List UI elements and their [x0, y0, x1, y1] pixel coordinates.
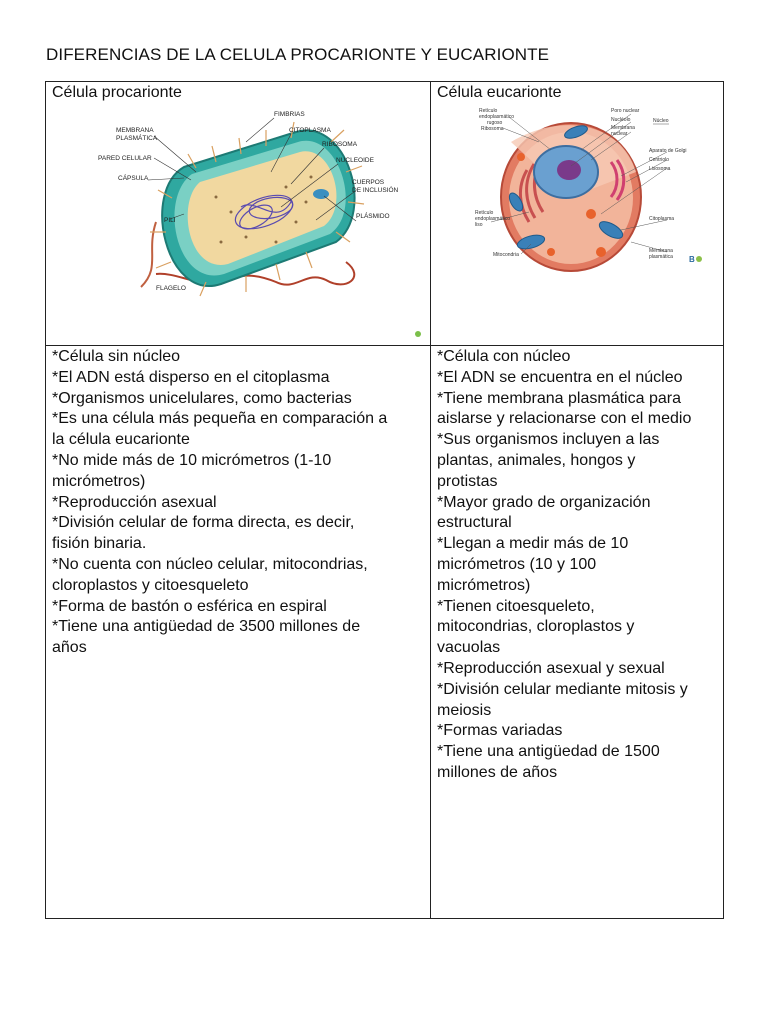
comparison-table	[45, 81, 724, 919]
characteristic-line: *Tiene membrana plasmática para	[437, 389, 681, 407]
label-ret-liso-2: endoplasmático	[475, 216, 511, 222]
characteristic-line: aislarse y relacionarse con el medio	[437, 410, 692, 428]
eukaryote-header: Célula eucarionte	[437, 84, 562, 101]
characteristic-line: protistas	[437, 472, 498, 490]
characteristic-line: *Célula con núcleo	[437, 348, 571, 365]
characteristic-line: *Es una célula más pequeña en comparación a	[52, 410, 388, 428]
characteristic-line: *División celular de forma directa, es decir,	[52, 514, 355, 532]
characteristic-line: fisión binaria.	[52, 535, 147, 553]
prokaryote-list-cell	[46, 346, 431, 919]
label-golgi: Aparato de Golgi	[649, 148, 687, 154]
document-title: DIFERENCIAS DE LA CELULA PROCARIONTE Y EUCARIONTE	[46, 45, 550, 64]
characteristic-line: millones de años	[437, 763, 558, 781]
characteristic-line: cloroplastos y citoesqueleto	[52, 576, 249, 594]
eukaryote-diagram	[431, 102, 725, 342]
label-mitocondria: Mitocondria	[493, 252, 519, 258]
characteristic-line: *Tiene una antigüedad de 1500	[437, 743, 660, 761]
eukaryote-header-cell	[431, 82, 724, 346]
label-ribosoma: RIBOSOMA	[322, 141, 358, 148]
label-plasmido: PLÁSMIDO	[356, 213, 390, 220]
characteristic-line: plantas, animales, hongos y	[437, 451, 636, 469]
prokaryote-header: Célula procarionte	[52, 84, 182, 101]
eukaryote-list-cell	[431, 346, 724, 919]
label-nucleo: Núcleo	[653, 118, 669, 124]
characteristic-line: meiosis	[437, 701, 492, 719]
label-ret-rugoso-1: Retículo	[479, 108, 498, 114]
prokaryote-diagram	[46, 102, 429, 342]
characteristic-line: micrómetros)	[437, 576, 531, 594]
header-row	[46, 82, 724, 346]
label-capsula: CÁPSULA	[118, 175, 149, 182]
characteristic-line: *El ADN se encuentra en el núcleo	[437, 368, 683, 386]
characteristic-line: *Forma de bastón o esférica en espiral	[52, 597, 327, 615]
prokaryote-header-cell	[46, 82, 431, 346]
characteristic-line: mitocondrias, cloroplastos y	[437, 618, 635, 636]
content-row	[46, 346, 724, 919]
prokaryote-characteristics	[46, 346, 430, 659]
label-flagelo: FLAGELO	[156, 285, 186, 292]
label-citoplasma: CITOPLASMA	[289, 127, 331, 134]
characteristic-line: *Mayor grado de organización	[437, 493, 651, 511]
label-ret-liso-3: liso	[475, 222, 483, 228]
characteristic-line: *Sus organismos incluyen a las	[437, 431, 660, 449]
label-nucleoide: NUCLEOIDE	[336, 157, 374, 164]
label-membrana-plasmatica-1: Membrana	[649, 248, 673, 254]
label-nucleolo: Nucléolo	[611, 117, 631, 123]
label-pared-celular: PARED CELULAR	[98, 155, 152, 162]
label-fimbrias: FIMBRIAS	[274, 111, 305, 118]
characteristic-line: estructural	[437, 514, 512, 532]
label-citoplasma-euk: Citoplasma	[649, 216, 675, 222]
characteristic-line: *No mide más de 10 micrómetros (1-10	[52, 451, 332, 469]
label-inclusion: DE INCLUSIÓN	[352, 187, 399, 194]
characteristic-line: *División celular mediante mitosis y	[437, 680, 688, 698]
characteristic-line: *Reproducción asexual	[52, 493, 217, 511]
characteristic-line: vacuolas	[437, 639, 501, 657]
label-ret-rugoso-2: endoplasmático	[479, 114, 515, 120]
characteristic-line: la célula eucarionte	[52, 431, 190, 449]
label-plasmatica: PLASMÁTICA	[116, 135, 158, 142]
characteristic-line: micrómetros (10 y 100	[437, 555, 597, 573]
label-membrana-nuclear-1: Membrana	[611, 125, 635, 131]
label-membrana: MEMBRANA	[116, 127, 154, 134]
label-pili: PILI	[164, 217, 176, 224]
characteristic-line: micrómetros)	[52, 472, 146, 490]
characteristic-line: *Reproducción asexual y sexual	[437, 659, 665, 677]
label-ret-rugoso-3: rugoso	[487, 120, 503, 126]
characteristic-line: *Tiene una antigüedad de 3500 millones de	[52, 618, 361, 636]
label-lisosoma: Lisosoma	[649, 166, 671, 172]
characteristic-line: *Célula sin núcleo	[52, 348, 181, 365]
characteristic-line: *Tienen citoesqueleto,	[437, 597, 595, 615]
characteristic-line: años	[52, 639, 87, 657]
characteristic-line: *El ADN está disperso en el citoplasma	[52, 368, 330, 386]
characteristic-line: *Llegan a medir más de 10	[437, 535, 629, 553]
label-ribosoma-euk: Ribosoma	[481, 126, 504, 132]
label-membrana-plasmatica-2: plasmática	[649, 254, 673, 260]
label-poro-nuclear: Poro nuclear	[611, 108, 640, 114]
label-membrana-nuclear-2: nuclear	[611, 131, 628, 137]
label-ret-liso-1: Retículo	[475, 210, 494, 216]
logo-icon	[415, 331, 421, 337]
bio-logo-icon	[689, 255, 702, 264]
characteristic-line: *No cuenta con núcleo celular, mitocondrias,	[52, 555, 368, 573]
eukaryote-characteristics	[431, 346, 723, 784]
characteristic-line: *Organismos unicelulares, como bacterias	[52, 389, 352, 407]
svg-text:B: B	[689, 255, 695, 264]
characteristic-line: *Formas variadas	[437, 722, 563, 740]
label-centriolo: Centriolo	[649, 157, 670, 163]
label-cuerpos: CUERPOS	[352, 179, 385, 186]
